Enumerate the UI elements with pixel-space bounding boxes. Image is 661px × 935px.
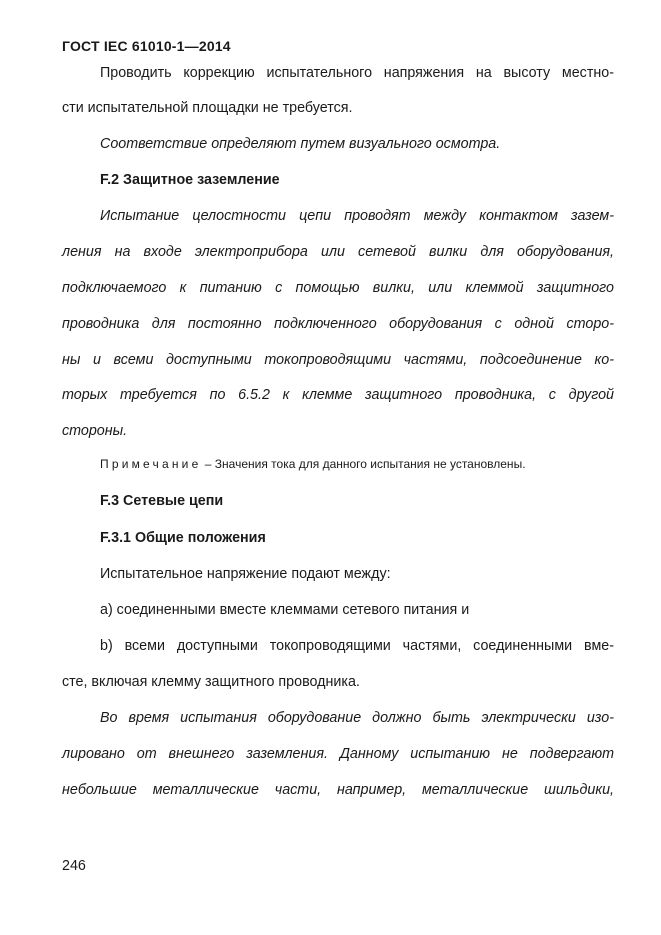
note-text: – Значения тока для данного испытания не установлены. — [201, 457, 526, 471]
paragraph-line: ны и всеми доступными токопроводящими частями, подсоединение ко- — [62, 352, 614, 368]
page-number: 246 — [62, 858, 86, 874]
paragraph-line: небольшие металлические части, например, металлические шильдики, — [62, 782, 614, 798]
paragraph-line: ления на входе электроприбора или сетевой вилки для оборудования, — [62, 244, 614, 260]
paragraph-line: стороны. — [62, 423, 128, 439]
paragraph-line: лировано от внешнего заземления. Данному испытанию не подвергают — [62, 746, 614, 762]
paragraph-line: подключаемого к питанию с помощью вилки, или клеммой защитного — [62, 280, 614, 296]
note — [100, 457, 526, 471]
list-item: b) всеми доступными токопроводящими частями, соединенными вме- — [100, 638, 614, 654]
paragraph-line: Проводить коррекцию испытательного напряжения на высоту местно- — [100, 65, 614, 81]
paragraph-line: Испытательное напряжение подают между: — [100, 566, 391, 582]
section-heading-f31: F.3.1 Общие положения — [100, 530, 266, 546]
document-header: ГОСТ IEC 61010-1—2014 — [62, 38, 231, 54]
list-item: а) соединенными вместе клеммами сетевого питания и — [100, 602, 470, 618]
compliance-statement: Соответствие определяют путем визуального осмотра. — [100, 136, 501, 152]
paragraph-line: проводника для постоянно подключенного оборудования с одной сторо- — [62, 316, 614, 332]
paragraph-line: Испытание целостности цепи проводят между контактом зазем- — [100, 208, 614, 224]
paragraph-line: сти испытательной площадки не требуется. — [62, 100, 353, 116]
paragraph-line: торых требуется по 6.5.2 к клемме защитного проводника, с другой — [62, 387, 614, 403]
paragraph-line: Во время испытания оборудование должно быть электрически изо- — [100, 710, 614, 726]
paragraph-line: сте, включая клемму защитного проводника. — [62, 674, 360, 690]
note-lead: Примечание — [100, 457, 202, 471]
section-heading-f2: F.2 Защитное заземление — [100, 172, 280, 188]
section-heading-f3: F.3 Сетевые цепи — [100, 493, 224, 509]
